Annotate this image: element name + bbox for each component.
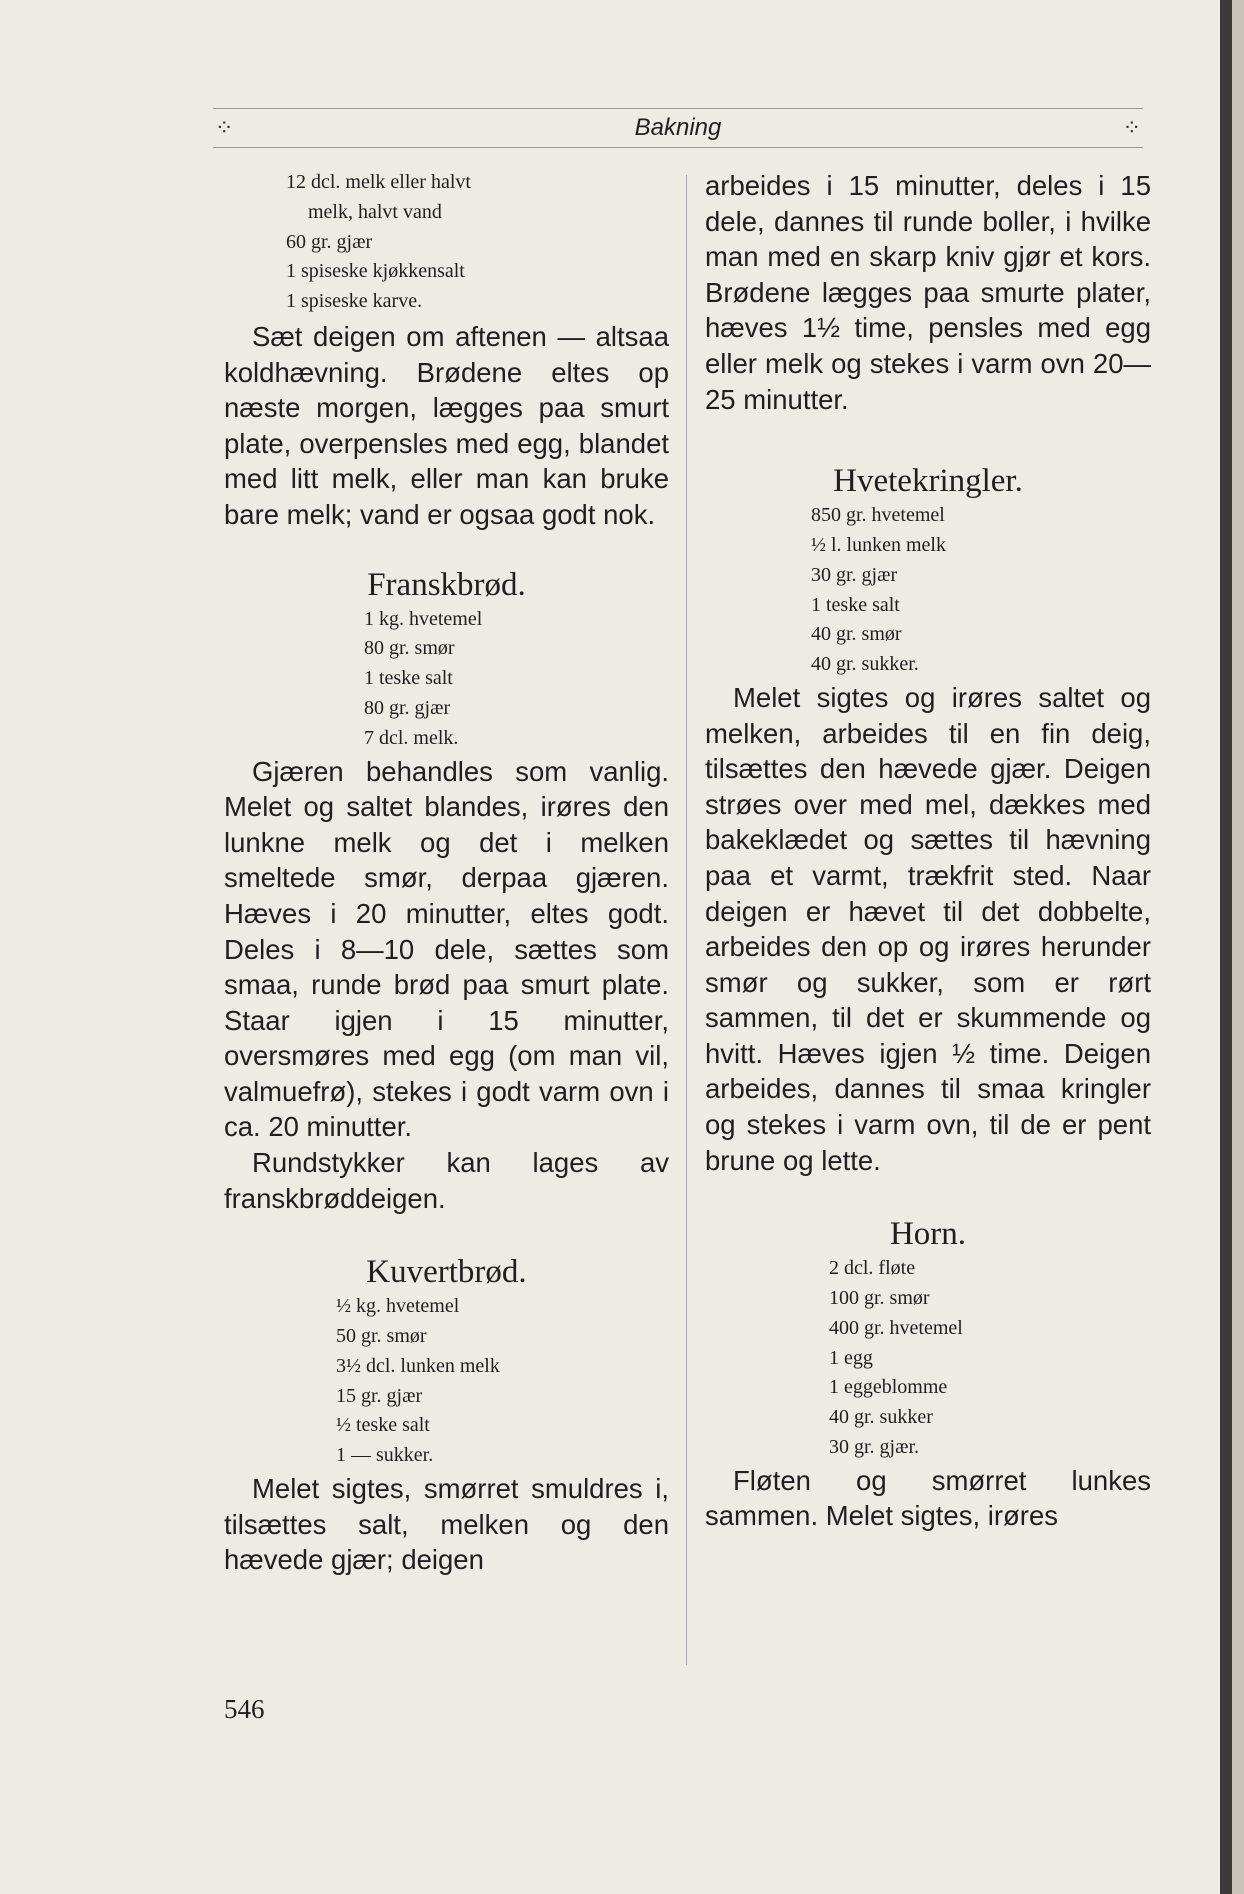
- ingredient-line: 1 — sukker.: [336, 1444, 434, 1467]
- franskbrod-ingredient-list: [364, 605, 669, 754]
- running-header: [213, 108, 1143, 148]
- kuvertbrod-paragraph: Melet sigtes, smørret smuldres i, tilsættes salt, melken og den hævede gjær; deigen: [224, 1473, 669, 1576]
- hvetekringler-ingredient-list: [811, 501, 1151, 680]
- ingredient-line: 3½ dcl. lunken melk: [336, 1354, 500, 1377]
- ornament-right-icon: ⁘: [1122, 115, 1141, 140]
- ingredient-line: 15 gr. gjær: [336, 1384, 423, 1407]
- recipe-title-franskbrod: Franskbrød.: [367, 566, 526, 603]
- franskbrod-paragraph: Gjæren behandles som vanlig. Melet og saltet blandes, irøres den lunkne melk og det i melken smeltede smør, derpaa gjæren. Hæves i 20 minutter, eltes godt. Deles i 8—10 dele, sættes som smaa, runde brød paa smurt plate. Staar igjen i 15 minutter, oversmøres med egg (om man vil, valmuefrø), stekes i godt varm ovn i ca. 20 minutter.: [224, 755, 669, 1143]
- ingredient-line: 1 egg: [829, 1346, 873, 1369]
- ingredient-line: ½ teske salt: [336, 1414, 430, 1437]
- ingredient-line: 40 gr. smør: [811, 623, 902, 646]
- ingredient-line: 7 dcl. melk.: [364, 726, 459, 749]
- ingredient-line: 50 gr. smør: [336, 1325, 427, 1348]
- horn-ingredient-list: [829, 1254, 1151, 1463]
- ingredient-line: 850 gr. hvetemel: [811, 504, 945, 527]
- page-number: 546: [224, 1694, 265, 1724]
- ingredient-line: 80 gr. gjær: [364, 696, 451, 719]
- ingredient-line: 1 kg. hvetemel: [364, 607, 483, 630]
- ingredient-line: 2 dcl. fløte: [829, 1257, 916, 1280]
- ingredient-line: 400 gr. hvetemel: [829, 1316, 963, 1339]
- ingredient-line: ½ kg. hvetemel: [336, 1295, 460, 1318]
- horn-paragraph: Fløten og smørret lunkes sammen. Melet sigtes, irøres: [705, 1464, 1151, 1532]
- recipe-title-kuvertbrod: Kuvertbrød.: [366, 1254, 527, 1291]
- ingredient-line: 12 dcl. melk eller halvt: [286, 171, 471, 193]
- page-edge: [1220, 0, 1232, 1894]
- ingredient-line: 1 spiseske kjøkkensalt: [286, 260, 465, 283]
- hvetekringler-paragraph: Melet sigtes og irøres saltet og melken, arbeides til en fin deig, tilsættes den hævede gjær. Deigen strøes over med mel, dækkes med bakeklædet og sættes til hævning paa et varmt, trækfrit sted. Naar deigen er hævet til det dobbelte, arbeides den op og irøres herunder smør og sukker, som er rørt sammen, til det er skummende og hvitt. Hæves igjen ½ time. Deigen arbeides, dannes til smaa kringler og stekes i varm ovn, til de er pent brune og lette.: [705, 681, 1151, 1176]
- ingredient-line: 30 gr. gjær.: [829, 1436, 920, 1459]
- ingredient-line: 1 spiseske karve.: [286, 290, 423, 313]
- ingredient-line: 100 gr. smør: [829, 1287, 930, 1310]
- ornament-left-icon: ⁘: [215, 115, 234, 140]
- ingredient-line: melk, halvt vand: [308, 200, 442, 223]
- ingredient-line: 60 gr. gjær: [286, 230, 373, 253]
- ingredient-line: 40 gr. sukker: [829, 1406, 933, 1429]
- intro-ingredient-list: [286, 168, 669, 317]
- ingredient-line: 1 teske salt: [811, 593, 900, 616]
- ingredient-line: ½ l. lunken melk: [811, 533, 946, 556]
- franskbrod-note: Rundstykker kan lages av franskbrøddeigen.: [224, 1147, 669, 1214]
- left-column: [224, 168, 669, 1578]
- continued-paragraph: arbeides i 15 minutter, deles i 15 dele, dannes til runde boller, i hvilke man med en skarp kniv gjør et kors. Brødene lægges paa smurte plater, hæves 1½ time, pensles med egg eller melk og stekes i varm ovn 20—25 minutter.: [705, 170, 1151, 415]
- header-title: Bakning: [634, 114, 722, 141]
- ingredient-line: 1 eggeblomme: [829, 1376, 948, 1399]
- intro-paragraph: Sæt deigen om aftenen — altsaa koldhævning. Brødene eltes op næste morgen, lægges paa smurt plate, overpensles med egg, blandet med litt melk, eller man kan bruke bare melk; vand er ogsaa godt nok.: [224, 320, 669, 530]
- ingredient-line: 30 gr. gjær: [811, 563, 898, 586]
- right-column: [705, 168, 1151, 1534]
- kuvertbrod-ingredient-list: [336, 1292, 669, 1471]
- ingredient-line: 40 gr. sukker.: [811, 653, 919, 676]
- recipe-title-horn: Horn.: [889, 1216, 967, 1253]
- ingredient-line: 1 teske salt: [364, 667, 453, 690]
- ingredient-line: 80 gr. smør: [364, 637, 455, 660]
- recipe-title-hvetekringler: Hvetekringler.: [833, 463, 1023, 500]
- column-divider: [686, 175, 687, 1665]
